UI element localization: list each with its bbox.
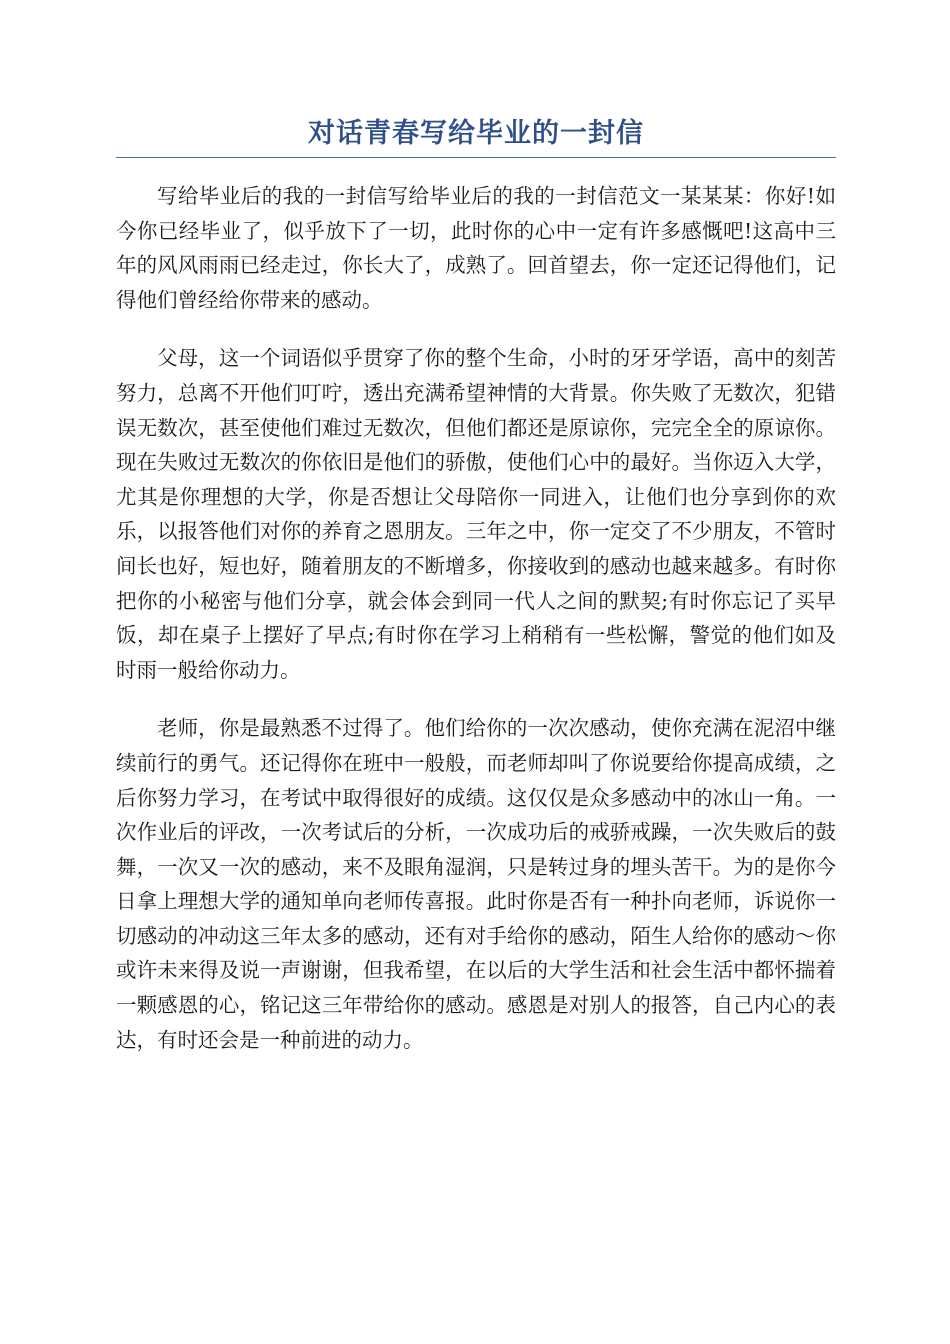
paragraph-intro: 写给毕业后的我的一封信写给毕业后的我的一封信范文一某某某：你好!如今你已经毕业了，似乎放下了一切，此时你的心中一定有许多感慨吧!这高中三年的风风雨雨已经走过，你长大了，成熟了。回首望去，你一定还记得他们，记得他们曾经给你带来的感动。 bbox=[116, 184, 836, 312]
document-page bbox=[116, 0, 836, 1057]
document-title: 对话青春写给毕业的一封信 bbox=[116, 116, 836, 158]
paragraph-parents-friends: 父母，这一个词语似乎贯穿了你的整个生命，小时的牙牙学语，高中的刻苦努力，总离不开他们叮咛，透出充满希望神情的大背景。你失败了无数次，犯错误无数次，甚至使他们难过无数次，但他们都还是原谅你，完完全全的原谅你。现在失败过无数次的你依旧是他们的骄傲，使他们心中的最好。当你迈入大学，尤其是你理想的大学，你是否想让父母陪你一同进入，让他们也分享到你的欢乐，以报答他们对你的养育之恩朋友。三年之中，你一定交了不少朋友，不管时间长也好，短也好，随着朋友的不断增多，你接收到的感动也越来越多。有时你把你的小秘密与他们分享，就会体会到同一代人之间的默契;有时你忘记了买早饭，却在桌子上摆好了早点;有时你在学习上稍稍有一些松懈，警觉的他们如及时雨一般给你动力。 bbox=[116, 346, 836, 682]
paragraph-teachers: 老师，你是最熟悉不过得了。他们给你的一次次感动，使你充满在泥沼中继续前行的勇气。还记得你在班中一般般，而老师却叫了你说要给你提高成绩，之后你努力学习，在考试中取得很好的成绩。这仅仅是众多感动中的冰山一角。一次作业后的评改，一次考试后的分析，一次成功后的戒骄戒躁，一次失败后的鼓舞，一次又一次的感动，来不及眼角湿润，只是转过身的埋头苦干。为的是你今日拿上理想大学的通知单向老师传喜报。此时你是否有一种扑向老师，诉说你一切感动的冲动这三年太多的感动，还有对手给你的感动，陌生人给你的感动～你或许未来得及说一声谢谢，但我希望，在以后的大学生活和社会生活中都怀揣着一颗感恩的心，铭记这三年带给你的感动。感恩是对别人的报答，自己内心的表达，有时还会是一种前进的动力。 bbox=[116, 716, 836, 1052]
